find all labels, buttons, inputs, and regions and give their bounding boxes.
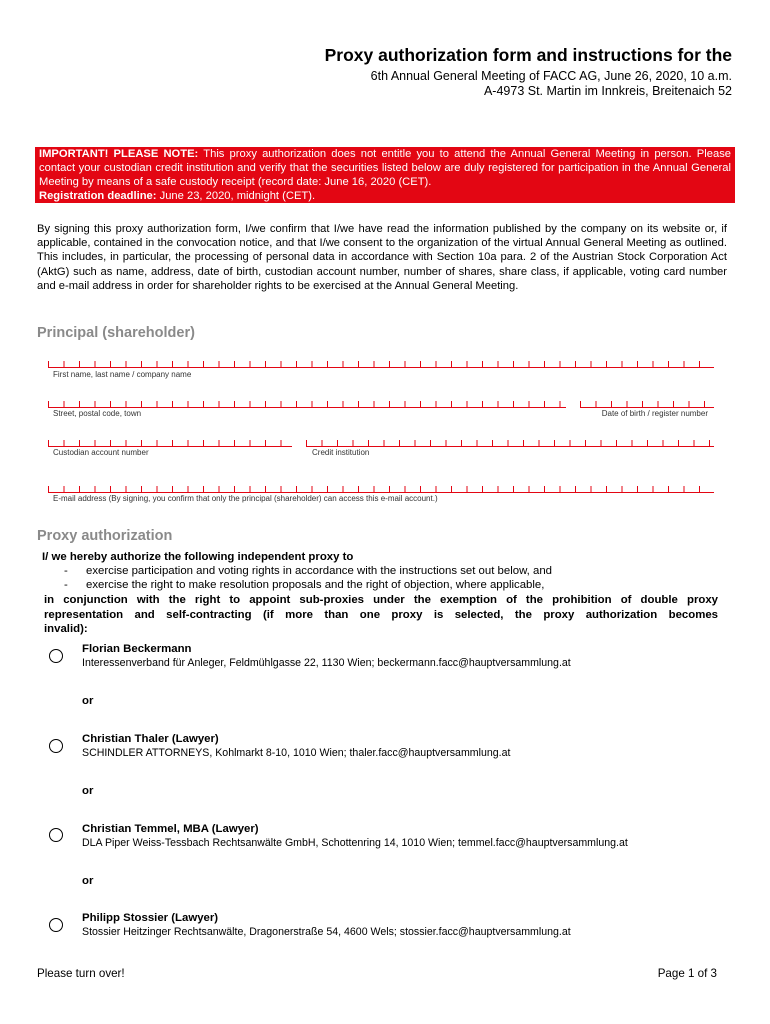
consent-paragraph: By signing this proxy authorization form, I/we confirm that I/we have read the information published by the company on its website or, if applicable, contained in the convocation notice, and that I/we consent to the organization of the virtual Annual General Meeting as outlined. This includes, in particular, the processing of personal data in accordance with Section 10a para. 2 of the Austrian Stock Corporation Act (AktG) such as name, address, date of birth, custodian account number, number of shares, share class, if applicable, voting card number and e-mail address in order for shareholder rights to be exercised at the Annual General Meeting. — [37, 223, 727, 292]
bullet-mark: - — [64, 579, 68, 591]
proxy-radio-stossier[interactable] — [49, 918, 63, 932]
proxy-name: Philipp Stossier (Lawyer) — [82, 912, 219, 924]
proxy-details: Stossier Heitzinger Rechtsanwälte, Dragonerstraße 54, 4600 Wels; stossier.facc@hauptversammlung.at — [82, 926, 571, 938]
credit-institution-input[interactable] — [306, 440, 714, 447]
custodian-label: Custodian account number — [53, 448, 149, 457]
proxy-heading: Proxy authorization — [37, 528, 173, 544]
proxy-name: Christian Temmel, MBA (Lawyer) — [82, 823, 259, 835]
condition-line: invalid): — [44, 623, 88, 635]
proxy-details: SCHINDLER ATTORNEYS, Kohlmarkt 8-10, 1010 Wien; thaler.facc@hauptversammlung.at — [82, 747, 511, 759]
page-number: Page 1 of 3 — [657, 967, 717, 980]
bullet-item: exercise participation and voting rights in accordance with the instructions set out below, and — [86, 565, 553, 577]
dob-input[interactable] — [580, 401, 714, 408]
principal-heading: Principal (shareholder) — [37, 325, 195, 341]
dob-label: Date of birth / register number — [601, 409, 708, 418]
proxy-name: Christian Thaler (Lawyer) — [82, 733, 219, 745]
name-label: First name, last name / company name — [53, 370, 192, 379]
address-line: A-4973 St. Martin im Innkreis, Breitenaich 52 — [483, 84, 732, 98]
or-separator: or — [82, 695, 94, 707]
deadline-text: June 23, 2020, midnight (CET). — [156, 190, 316, 202]
bullet-mark: - — [64, 565, 68, 577]
important-notice-box — [35, 147, 735, 203]
name-input[interactable] — [48, 361, 714, 368]
deadline-label: Registration deadline: — [39, 190, 157, 202]
custodian-account-input[interactable] — [48, 440, 292, 447]
important-text: This proxy authorization does not entitle you to attend the Annual General Meeting in person. Please contact your custodian credit institution and verify that the securities listed below are duly registered for participation in the Annual General Meeting by means of a safe custody receipt (record date: June 16, 2020 (CET). — [39, 148, 732, 188]
condition-text — [44, 593, 718, 637]
street-input[interactable] — [48, 401, 566, 408]
proxy-details: Interessenverband für Anleger, Feldmühlgasse 22, 1130 Wien; beckermann.facc@hauptversammlung.at — [82, 657, 571, 669]
document-title: Proxy authorization form and instructions for the — [324, 45, 732, 65]
meeting-line: 6th Annual General Meeting of FACC AG, June 26, 2020, 10 a.m. — [370, 69, 732, 83]
email-input[interactable] — [48, 486, 714, 493]
or-separator: or — [82, 875, 94, 887]
proxy-name: Florian Beckermann — [82, 643, 192, 655]
proxy-radio-temmel[interactable] — [49, 828, 63, 842]
proxy-radio-thaler[interactable] — [49, 739, 63, 753]
or-separator: or — [82, 785, 94, 797]
proxy-intro: I/ we hereby authorize the following independent proxy to — [42, 551, 354, 563]
email-label: E-mail address (By signing, you confirm that only the principal (shareholder) can access this e-mail account.) — [53, 494, 438, 503]
condition-line: in conjunction with the right to appoint sub-proxies under the exemption of the prohibition of double proxy — [44, 594, 718, 606]
condition-line: representation and self-contracting (if more than one proxy is selected, the proxy authorization becomes — [44, 608, 718, 621]
street-label: Street, postal code, town — [53, 409, 142, 418]
proxy-radio-beckermann[interactable] — [49, 649, 63, 663]
bullet-item: exercise the right to make resolution proposals and the right of objection, where applicable, — [86, 579, 545, 591]
proxy-details: DLA Piper Weiss-Tessbach Rechtsanwälte GmbH, Schottenring 14, 1010 Wien; temmel.facc@hauptversammlung.at — [82, 837, 628, 849]
credit-label: Credit institution — [312, 448, 370, 457]
turn-over-note: Please turn over! — [37, 967, 125, 980]
important-label: IMPORTANT! PLEASE NOTE: — [39, 148, 199, 160]
